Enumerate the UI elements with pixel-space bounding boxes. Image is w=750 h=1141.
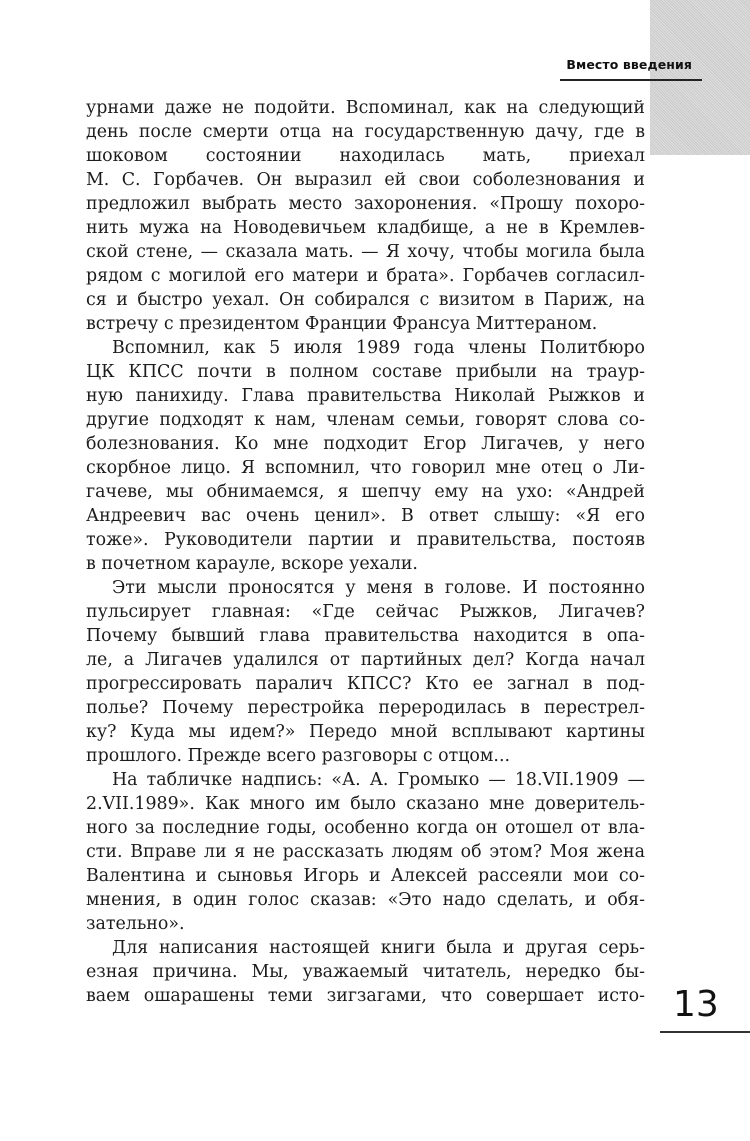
text-line: тоже». Руководители партии и правительства, постояв	[86, 530, 645, 550]
text-line: гачеве, мы обнимаемся, я шепчу ему на ухо: «Андрей	[86, 482, 645, 502]
text-line: прошлого. Прежде всего разговоры с отцом...	[86, 746, 511, 766]
text-line: 2.VII.1989». Как много им было сказано мне доверитель-	[86, 794, 645, 814]
text-line: ку? Куда мы идем?» Передо мной всплывают картины	[86, 722, 645, 742]
paragraph	[86, 96, 645, 336]
paragraph	[86, 336, 645, 576]
running-head: Вместо введения	[566, 57, 692, 72]
page-corner-tab	[650, 0, 750, 155]
text-line: другие подходят к нам, членам семьи, говорят слова со-	[86, 410, 645, 430]
body-text	[86, 96, 645, 1008]
text-line: мнения, в один голос сказав: «Это надо сделать, и обя-	[86, 890, 645, 910]
text-line: предложил выбрать место захоронения. «Прошу похоро-	[86, 194, 645, 214]
text-line: Для написания настоящей книги была и другая серь-	[112, 938, 645, 958]
text-line: полье? Почему перестройка переродилась в перестрел-	[86, 698, 645, 718]
text-line: скорбное лицо. Я вспомнил, что говорил мне отец о Ли-	[86, 458, 645, 478]
text-line: Валентина и сыновья Игорь и Алексей рассеяли мои со-	[86, 866, 645, 886]
text-line: урнами даже не подойти. Вспоминал, как на следующий	[86, 98, 645, 118]
paragraph	[86, 936, 645, 1008]
running-head-rule	[560, 79, 702, 81]
text-line: ного за последние годы, особенно когда он отошел от вла-	[86, 818, 645, 838]
text-line: зательно».	[86, 914, 185, 934]
text-line: встречу с президентом Франции Франсуа Миттераном.	[86, 314, 598, 334]
text-line: прогрессировать паралич КПСС? Кто ее загнал в под-	[86, 674, 645, 694]
text-line: ской стене, — сказала мать. — Я хочу, чтобы могила была	[86, 242, 645, 262]
text-line: ЦК КПСС почти в полном составе прибыли на траур-	[86, 362, 645, 382]
text-line: рядом с могилой его матери и брата». Горбачев согласил-	[86, 266, 645, 286]
text-line: Эти мысли проносятся у меня в голове. И постоянно	[112, 578, 645, 598]
page-number-rule	[660, 1031, 750, 1033]
text-line: сти. Вправе ли я не рассказать людям об этом? Моя жена	[86, 842, 645, 862]
text-line: езная причина. Мы, уважаемый читатель, нередко бы-	[86, 962, 645, 982]
text-line: болезнования. Ко мне подходит Егор Лигачев, у него	[86, 434, 645, 454]
text-line: пульсирует главная: «Где сейчас Рыжков, Лигачев?	[86, 602, 645, 622]
text-line: ле, а Лигачев удалился от партийных дел? Когда начал	[86, 650, 645, 670]
text-line: ся и быстро уехал. Он собирался с визитом в Париж, на	[86, 290, 645, 310]
text-line: нить мужа на Новодевичьем кладбище, а не в Кремлев-	[86, 218, 645, 238]
text-line: На табличке надпись: «А. А. Громыко — 18.VII.1909 —	[112, 770, 645, 790]
page-number: 13	[673, 984, 719, 1025]
text-line: Вспомнил, как 5 июля 1989 года члены Политбюро	[112, 338, 645, 358]
paragraph	[86, 768, 645, 936]
paragraph	[86, 576, 645, 768]
text-line: шоковом состоянии находилась мать, приехал	[86, 146, 645, 166]
text-line: ваем ошарашены теми зигзагами, что совершает исто-	[86, 986, 645, 1006]
text-line: Андреевич вас очень ценил». В ответ слышу: «Я его	[86, 506, 645, 526]
text-line: М. С. Горбачев. Он выразил ей свои соболезнования и	[86, 170, 645, 190]
text-line: день после смерти отца на государственную дачу, где в	[86, 122, 645, 142]
text-line: в почетном карауле, вскоре уехали.	[86, 554, 418, 574]
text-line: Почему бывший глава правительства находится в опа-	[86, 626, 645, 646]
text-line: ную панихиду. Глава правительства Николай Рыжков и	[86, 386, 645, 406]
